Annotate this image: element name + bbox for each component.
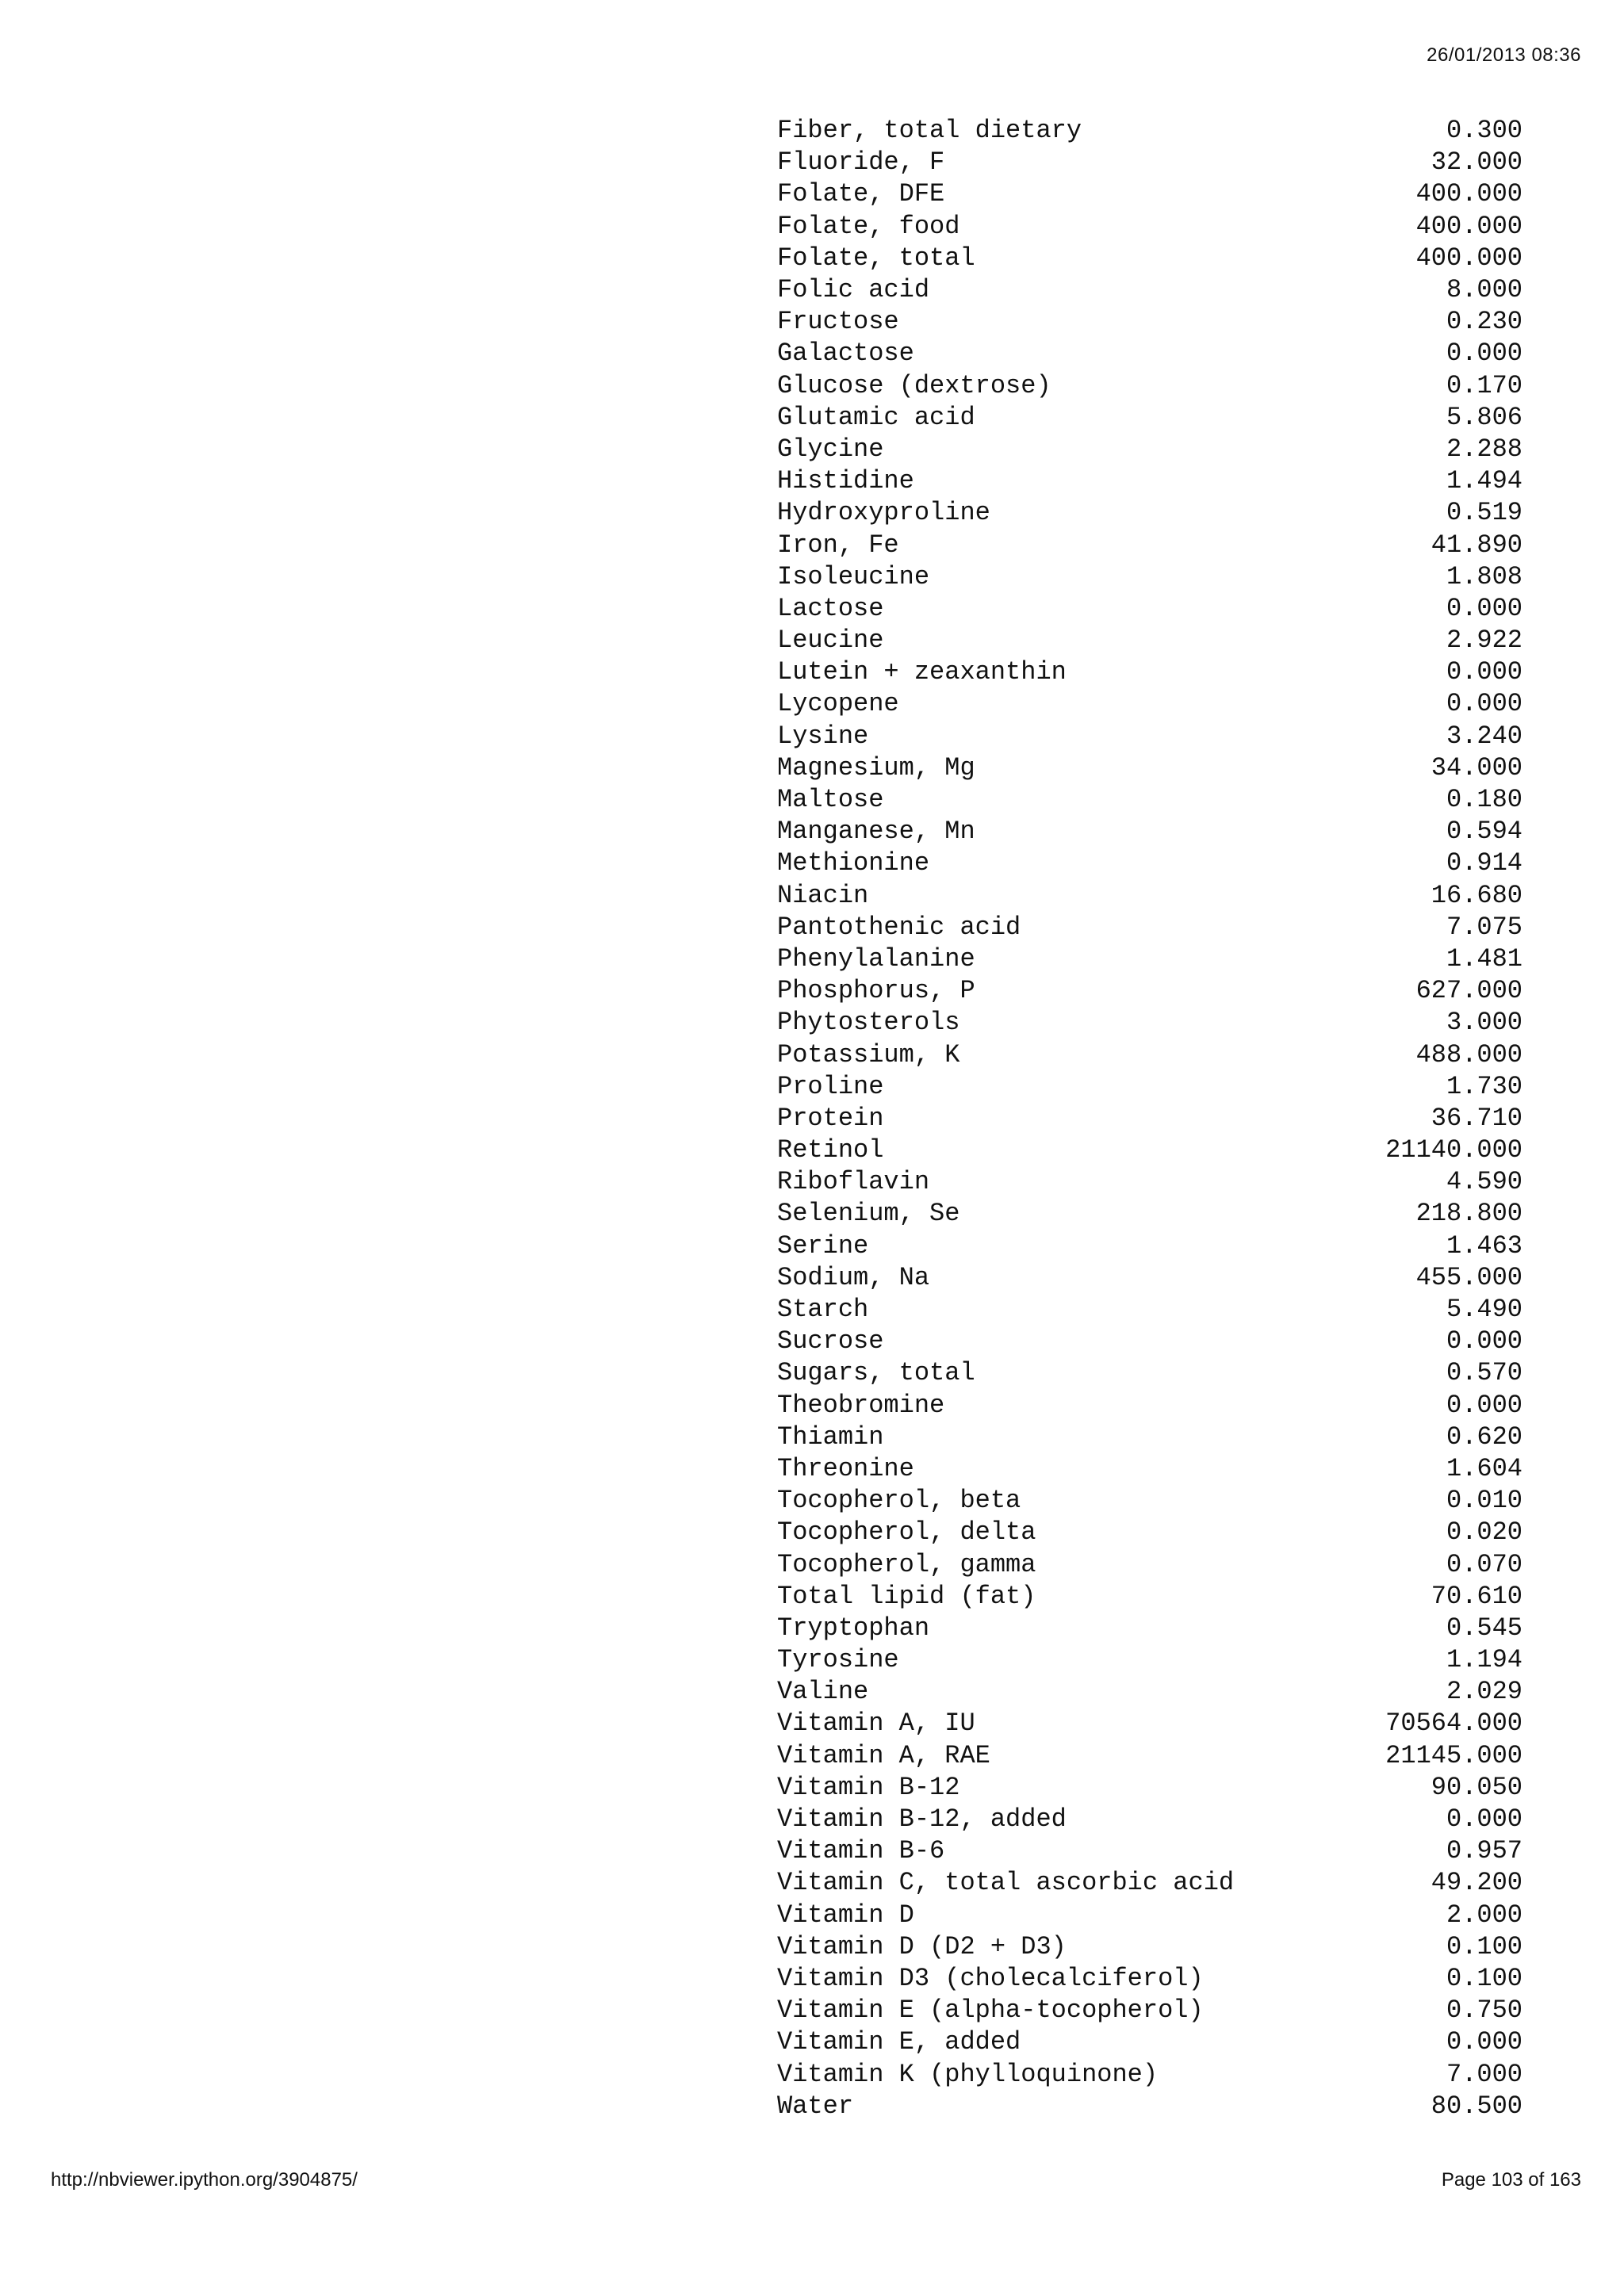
nutrient-value: 1.481 <box>1446 943 1522 974</box>
nutrient-row <box>777 1900 1522 1931</box>
nutrient-name: Lycopene <box>777 689 899 719</box>
nutrient-value: 21140.000 <box>1385 1135 1522 1165</box>
nutrient-value: 400.000 <box>1415 243 1522 273</box>
nutrient-row <box>777 2058 1522 2090</box>
nutrient-name: Vitamin B-6 <box>777 1836 945 1866</box>
nutrient-name: Folic acid <box>777 275 930 305</box>
nutrient-row <box>777 1198 1522 1230</box>
nutrient-name: Vitamin A, IU <box>777 1709 975 1739</box>
nutrient-name: Vitamin B-12, added <box>777 1804 1067 1835</box>
nutrient-row <box>777 1007 1522 1039</box>
nutrient-name: Pantothenic acid <box>777 912 1021 942</box>
nutrient-name: Starch <box>777 1295 869 1325</box>
nutrient-name: Sugars, total <box>777 1358 975 1388</box>
nutrient-row <box>777 1708 1522 1739</box>
nutrient-row <box>777 1135 1522 1166</box>
nutrient-value: 41.890 <box>1431 530 1522 560</box>
nutrient-row <box>777 434 1522 465</box>
nutrient-value: 0.100 <box>1446 1931 1522 1961</box>
nutrient-name: Proline <box>777 1071 884 1101</box>
nutrient-value: 488.000 <box>1415 1039 1522 1070</box>
nutrient-row <box>777 721 1522 752</box>
print-timestamp: 26/01/2013 08:36 <box>1427 44 1581 66</box>
nutrient-value: 1.494 <box>1446 466 1522 496</box>
nutrient-value: 0.000 <box>1446 689 1522 719</box>
nutrient-value: 0.300 <box>1446 116 1522 146</box>
nutrient-name: Lutein + zeaxanthin <box>777 657 1067 687</box>
nutrient-name: Lactose <box>777 593 884 623</box>
nutrient-value: 0.010 <box>1446 1486 1522 1516</box>
nutrient-name: Iron, Fe <box>777 530 899 560</box>
nutrient-table <box>777 115 1522 2122</box>
nutrient-row <box>777 1326 1522 1357</box>
nutrient-value: 0.570 <box>1446 1358 1522 1388</box>
nutrient-value: 0.000 <box>1446 657 1522 687</box>
nutrient-row <box>777 115 1522 147</box>
nutrient-value: 16.680 <box>1431 880 1522 910</box>
nutrient-row <box>777 1517 1522 1548</box>
nutrient-value: 455.000 <box>1415 1262 1522 1292</box>
nutrient-value: 0.914 <box>1446 848 1522 878</box>
nutrient-row <box>777 1390 1522 1422</box>
nutrient-row <box>777 1294 1522 1326</box>
nutrient-table-body <box>777 115 1522 2122</box>
nutrient-row <box>777 2091 1522 2122</box>
nutrient-name: Vitamin E (alpha-tocopherol) <box>777 1996 1204 2026</box>
nutrient-value: 70.610 <box>1431 1581 1522 1611</box>
nutrient-value: 0.000 <box>1446 593 1522 623</box>
nutrient-name: Fiber, total dietary <box>777 116 1082 146</box>
nutrient-name: Retinol <box>777 1135 884 1165</box>
nutrient-row <box>777 1166 1522 1198</box>
nutrient-value: 90.050 <box>1431 1772 1522 1802</box>
nutrient-value: 0.519 <box>1446 498 1522 528</box>
nutrient-value: 0.594 <box>1446 817 1522 847</box>
nutrient-name: Galactose <box>777 339 914 369</box>
nutrient-value: 400.000 <box>1415 211 1522 241</box>
nutrient-name: Vitamin D <box>777 1900 914 1930</box>
nutrient-value: 21145.000 <box>1385 1740 1522 1770</box>
nutrient-value: 8.000 <box>1446 275 1522 305</box>
nutrient-value: 0.020 <box>1446 1517 1522 1548</box>
nutrient-value: 0.230 <box>1446 307 1522 337</box>
nutrient-row <box>777 816 1522 848</box>
nutrient-value: 1.194 <box>1446 1645 1522 1675</box>
nutrient-value: 2.029 <box>1446 1677 1522 1707</box>
nutrient-row <box>777 912 1522 943</box>
nutrient-name: Theobromine <box>777 1390 945 1420</box>
nutrient-name: Leucine <box>777 626 884 656</box>
nutrient-value: 49.200 <box>1431 1868 1522 1898</box>
nutrient-row <box>777 1804 1522 1835</box>
nutrient-row <box>777 975 1522 1007</box>
nutrient-row <box>777 1867 1522 1899</box>
nutrient-value: 32.000 <box>1431 147 1522 178</box>
nutrient-value: 0.180 <box>1446 785 1522 815</box>
nutrient-value: 0.000 <box>1446 1326 1522 1357</box>
nutrient-name: Tocopherol, beta <box>777 1486 1021 1516</box>
nutrient-name: Potassium, K <box>777 1039 960 1070</box>
nutrient-row <box>777 306 1522 338</box>
nutrient-value: 0.100 <box>1446 1963 1522 1993</box>
nutrient-row <box>777 1453 1522 1485</box>
nutrient-value: 1.808 <box>1446 561 1522 591</box>
nutrient-value: 627.000 <box>1415 976 1522 1006</box>
nutrient-row <box>777 1835 1522 1867</box>
nutrient-name: Fructose <box>777 307 899 337</box>
nutrient-name: Protein <box>777 1103 884 1133</box>
nutrient-row <box>777 784 1522 816</box>
nutrient-row <box>777 1039 1522 1070</box>
nutrient-name: Fluoride, F <box>777 147 945 178</box>
nutrient-name: Tryptophan <box>777 1613 930 1643</box>
nutrient-value: 34.000 <box>1431 752 1522 783</box>
nutrient-name: Valine <box>777 1677 869 1707</box>
nutrient-name: Vitamin E, added <box>777 2027 1021 2057</box>
nutrient-row <box>777 593 1522 625</box>
nutrient-name: Folate, food <box>777 211 960 241</box>
nutrient-row <box>777 943 1522 975</box>
nutrient-row <box>777 1676 1522 1708</box>
nutrient-row <box>777 1581 1522 1613</box>
nutrient-row <box>777 211 1522 243</box>
nutrient-row <box>777 1103 1522 1135</box>
nutrient-value: 7.000 <box>1446 2059 1522 2089</box>
nutrient-row <box>777 178 1522 210</box>
nutrient-value: 2.288 <box>1446 434 1522 464</box>
nutrient-value: 2.922 <box>1446 626 1522 656</box>
nutrient-value: 3.000 <box>1446 1008 1522 1038</box>
nutrient-name: Hydroxyproline <box>777 498 990 528</box>
nutrient-row <box>777 1963 1522 1995</box>
nutrient-value: 1.463 <box>1446 1230 1522 1261</box>
nutrient-name: Glycine <box>777 434 884 464</box>
nutrient-row <box>777 752 1522 784</box>
nutrient-name: Water <box>777 2091 854 2121</box>
nutrient-name: Phosphorus, P <box>777 976 975 1006</box>
nutrient-row <box>777 1485 1522 1517</box>
nutrient-value: 4.590 <box>1446 1167 1522 1197</box>
nutrient-name: Folate, total <box>777 243 975 273</box>
nutrient-name: Vitamin D3 (cholecalciferol) <box>777 1963 1204 1993</box>
nutrient-value: 1.604 <box>1446 1453 1522 1483</box>
nutrient-name: Folate, DFE <box>777 179 945 209</box>
nutrient-row <box>777 1931 1522 1963</box>
nutrient-name: Glucose (dextrose) <box>777 370 1051 400</box>
nutrient-name: Vitamin K (phylloquinone) <box>777 2059 1159 2089</box>
nutrient-value: 70564.000 <box>1385 1709 1522 1739</box>
nutrient-name: Sodium, Na <box>777 1262 930 1292</box>
nutrient-value: 0.750 <box>1446 1996 1522 2026</box>
nutrient-name: Tocopherol, delta <box>777 1517 1036 1548</box>
nutrient-name: Histidine <box>777 466 914 496</box>
nutrient-name: Manganese, Mn <box>777 817 975 847</box>
nutrient-value: 5.806 <box>1446 402 1522 432</box>
nutrient-row <box>777 274 1522 306</box>
nutrient-value: 7.075 <box>1446 912 1522 942</box>
nutrient-value: 218.800 <box>1415 1199 1522 1229</box>
footer-url: http://nbviewer.ipython.org/3904875/ <box>51 2169 358 2191</box>
nutrient-name: Phytosterols <box>777 1008 960 1038</box>
nutrient-row <box>777 1772 1522 1804</box>
nutrient-value: 36.710 <box>1431 1103 1522 1133</box>
nutrient-name: Threonine <box>777 1453 914 1483</box>
nutrient-value: 0.545 <box>1446 1613 1522 1643</box>
nutrient-row <box>777 338 1522 369</box>
nutrient-name: Vitamin B-12 <box>777 1772 960 1802</box>
nutrient-name: Glutamic acid <box>777 402 975 432</box>
nutrient-name: Magnesium, Mg <box>777 752 975 783</box>
nutrient-value: 0.000 <box>1446 1390 1522 1420</box>
nutrient-row <box>777 1357 1522 1389</box>
nutrient-row <box>777 1613 1522 1644</box>
nutrient-name: Vitamin D (D2 + D3) <box>777 1931 1067 1961</box>
nutrient-row <box>777 529 1522 561</box>
nutrient-name: Vitamin C, total ascorbic acid <box>777 1868 1235 1898</box>
nutrient-value: 0.620 <box>1446 1422 1522 1452</box>
nutrient-value: 0.000 <box>1446 2027 1522 2057</box>
nutrient-name: Methionine <box>777 848 930 878</box>
nutrient-value: 0.957 <box>1446 1836 1522 1866</box>
nutrient-row <box>777 880 1522 912</box>
nutrient-value: 2.000 <box>1446 1900 1522 1930</box>
nutrient-row <box>777 1740 1522 1772</box>
nutrient-value: 80.500 <box>1431 2091 1522 2121</box>
nutrient-row <box>777 688 1522 720</box>
nutrient-name: Phenylalanine <box>777 943 975 974</box>
nutrient-row <box>777 402 1522 434</box>
nutrient-value: 5.490 <box>1446 1295 1522 1325</box>
nutrient-row <box>777 1422 1522 1453</box>
nutrient-row <box>777 147 1522 178</box>
nutrient-name: Tyrosine <box>777 1645 899 1675</box>
nutrient-value: 0.000 <box>1446 339 1522 369</box>
nutrient-value: 1.730 <box>1446 1071 1522 1101</box>
nutrient-name: Thiamin <box>777 1422 884 1452</box>
nutrient-row <box>777 370 1522 402</box>
nutrient-name: Vitamin A, RAE <box>777 1740 990 1770</box>
nutrient-value: 400.000 <box>1415 179 1522 209</box>
nutrient-name: Maltose <box>777 785 884 815</box>
nutrient-name: Serine <box>777 1230 869 1261</box>
nutrient-row <box>777 1262 1522 1294</box>
nutrient-value: 0.170 <box>1446 370 1522 400</box>
nutrient-row <box>777 2026 1522 2058</box>
nutrient-name: Niacin <box>777 880 869 910</box>
nutrient-value: 3.240 <box>1446 721 1522 751</box>
nutrient-value: 0.000 <box>1446 1804 1522 1835</box>
nutrient-row <box>777 1071 1522 1103</box>
nutrient-name: Lysine <box>777 721 869 751</box>
nutrient-row <box>777 497 1522 529</box>
nutrient-name: Tocopherol, gamma <box>777 1549 1036 1579</box>
nutrient-row <box>777 465 1522 497</box>
nutrient-name: Isoleucine <box>777 561 930 591</box>
nutrient-name: Sucrose <box>777 1326 884 1357</box>
nutrient-name: Total lipid (fat) <box>777 1581 1036 1611</box>
nutrient-row <box>777 1230 1522 1262</box>
nutrient-name: Riboflavin <box>777 1167 930 1197</box>
nutrient-row <box>777 243 1522 274</box>
nutrient-row <box>777 561 1522 593</box>
nutrient-row <box>777 1644 1522 1676</box>
nutrient-row <box>777 625 1522 656</box>
nutrient-row <box>777 848 1522 879</box>
nutrient-value: 0.070 <box>1446 1549 1522 1579</box>
nutrient-row <box>777 1995 1522 2026</box>
page-number: Page 103 of 163 <box>1441 2169 1581 2191</box>
nutrient-row <box>777 656 1522 688</box>
nutrient-row <box>777 1548 1522 1580</box>
nutrient-name: Selenium, Se <box>777 1199 960 1229</box>
